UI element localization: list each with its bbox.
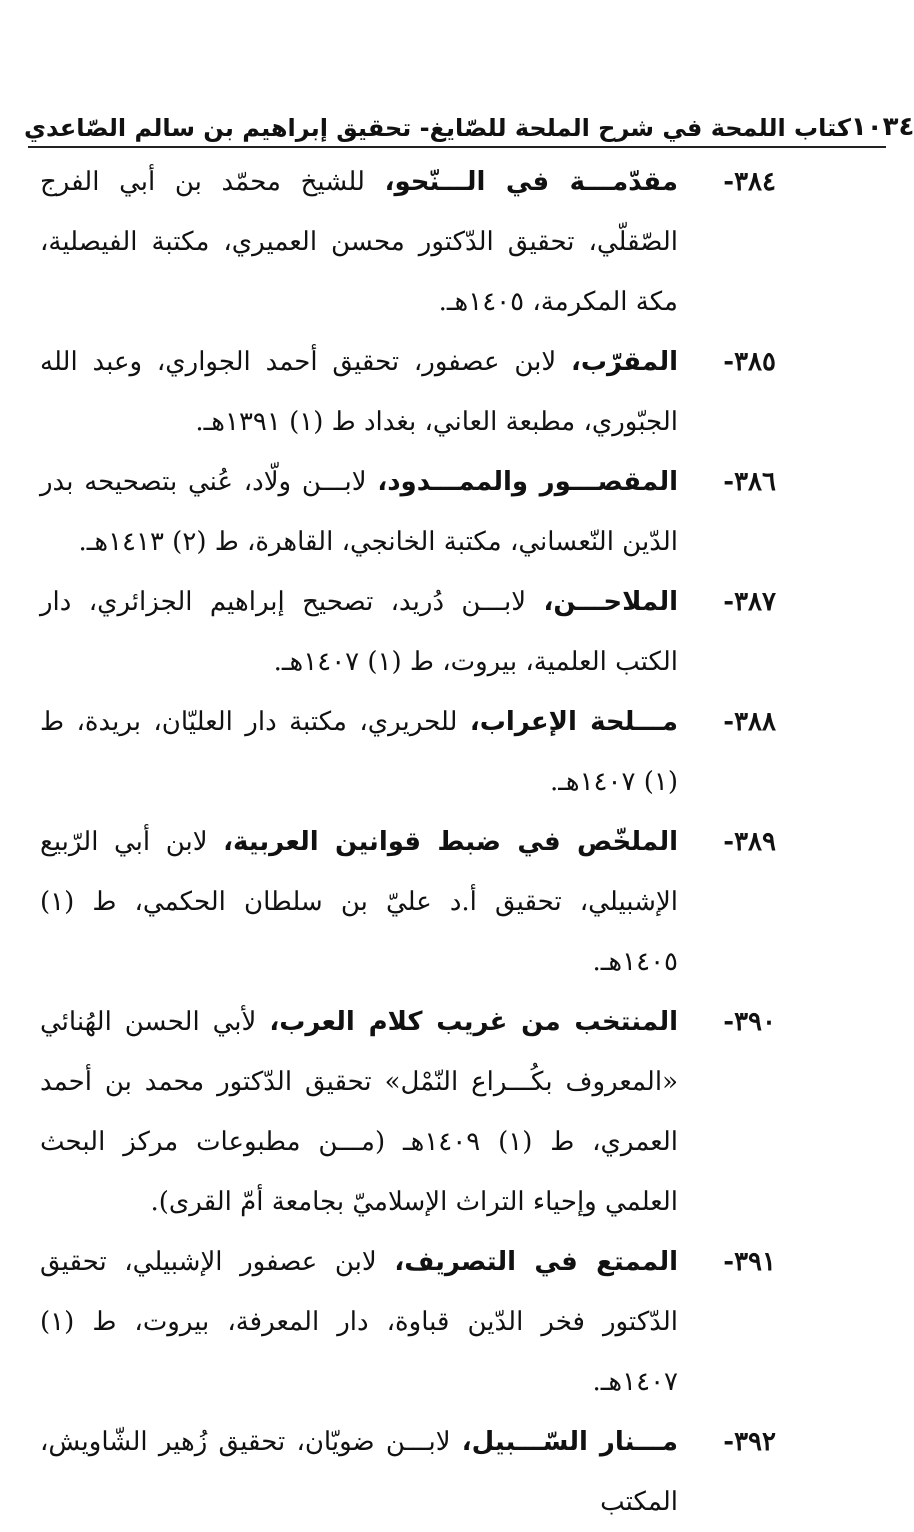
entry-details: لأبي الحسن الهُنائي «المعروف بكُـــراع النّمْل» تحقيق الدّكتور محمد بن أحمد العمري، ط (١) ١٤٠٩هـ (مـــن مطبوعات مركز البحث العلمي وإحياء التراث الإسلاميّ بجامعة أمّ القرى).: [40, 1007, 678, 1217]
bibliography-entry: [40, 152, 776, 332]
entry-number: ٣٨٦-: [723, 467, 776, 497]
bibliography-entry: [40, 1412, 776, 1532]
running-title: كتاب اللمحة في شرح الملحة للصّايغ- تحقيق إبراهيم بن سالم الصّاعدي: [24, 114, 851, 142]
bibliography-entry: [40, 332, 776, 452]
entry-title: المقصـــور والممـــدود،: [377, 467, 678, 497]
bibliography-entry: [40, 1232, 776, 1412]
entry-number: ٣٨٩-: [723, 827, 776, 857]
entry-number: ٣٩٢-: [723, 1427, 776, 1457]
bibliography-entry: [40, 452, 776, 572]
entry-details: لابن أبي الرّبيع الإشبيلي، تحقيق أ.د عليّ بن سلطان الحكمي، ط (١) ١٤٠٥هـ.: [40, 827, 678, 977]
entry-details: للشيخ محمّد بن أبي الفرج الصّقلّي، تحقيق الدّكتور محسن العميري، مكتبة الفيصلية، مكة المكرمة، ١٤٠٥هـ.: [40, 167, 678, 317]
entry-title: الملاحـــن،: [543, 587, 678, 617]
page-header: [24, 98, 914, 142]
entry-number: ٣٨٥-: [723, 347, 776, 377]
entry-title: مـــنار السّـــبيل،: [461, 1427, 679, 1457]
bibliography-entry: [40, 812, 776, 992]
entry-number: ٣٨٤-: [723, 167, 776, 197]
entry-details: لابـــن ولّاد، عُني بتصحيحه بدر الدّين النّعساني، مكتبة الخانجي، القاهرة، ط (٢) ١٤١٣هـ.: [40, 467, 678, 557]
entry-details: لابن عصفور، تحقيق أحمد الجواري، وعبد الله الجبّوري، مطبعة العاني، بغداد ط (١) ١٣٩١هـ.: [40, 347, 678, 437]
entry-title: الملخّص في ضبط قوانين العربية،: [223, 827, 678, 857]
entry-title: الممتع في التصريف،: [394, 1247, 679, 1277]
bibliography-entry: [40, 572, 776, 692]
entry-number: ٣٨٧-: [723, 587, 776, 617]
entry-number: ٣٩١-: [723, 1247, 776, 1277]
bibliography-entry: [40, 992, 776, 1232]
entry-details: لابـــن ضويّان، تحقيق زُهير الشّاويش، المكتب: [40, 1427, 678, 1517]
entry-title: المنتخب من غريب كلام العرب،: [269, 1007, 679, 1037]
bibliography-list: [40, 152, 776, 1532]
entry-details: لابـــن دُريد، تصحيح إبراهيم الجزائري، دار الكتب العلمية، بيروت، ط (١) ١٤٠٧هـ.: [40, 587, 678, 677]
entry-title: مقدّمـــة في الـــنّحو،: [384, 167, 678, 197]
header-divider: [28, 146, 886, 148]
entry-details: لابن عصفور الإشبيلي، تحقيق الدّكتور فخر الدّين قباوة، دار المعرفة، بيروت، ط (١) ١٤٠٧هـ.: [40, 1247, 678, 1397]
entry-number: ٣٩٠-: [723, 1007, 776, 1037]
entry-title: المقرّب،: [571, 347, 678, 377]
entry-number: ٣٨٨-: [723, 707, 776, 737]
bibliography-entry: [40, 692, 776, 812]
entry-details: للحريري، مكتبة دار العليّان، بريدة، ط (١) ١٤٠٧هـ.: [40, 707, 678, 797]
page-number: ١٠٣٤: [850, 112, 914, 142]
entry-title: مـــلحة الإعراب،: [469, 707, 679, 737]
